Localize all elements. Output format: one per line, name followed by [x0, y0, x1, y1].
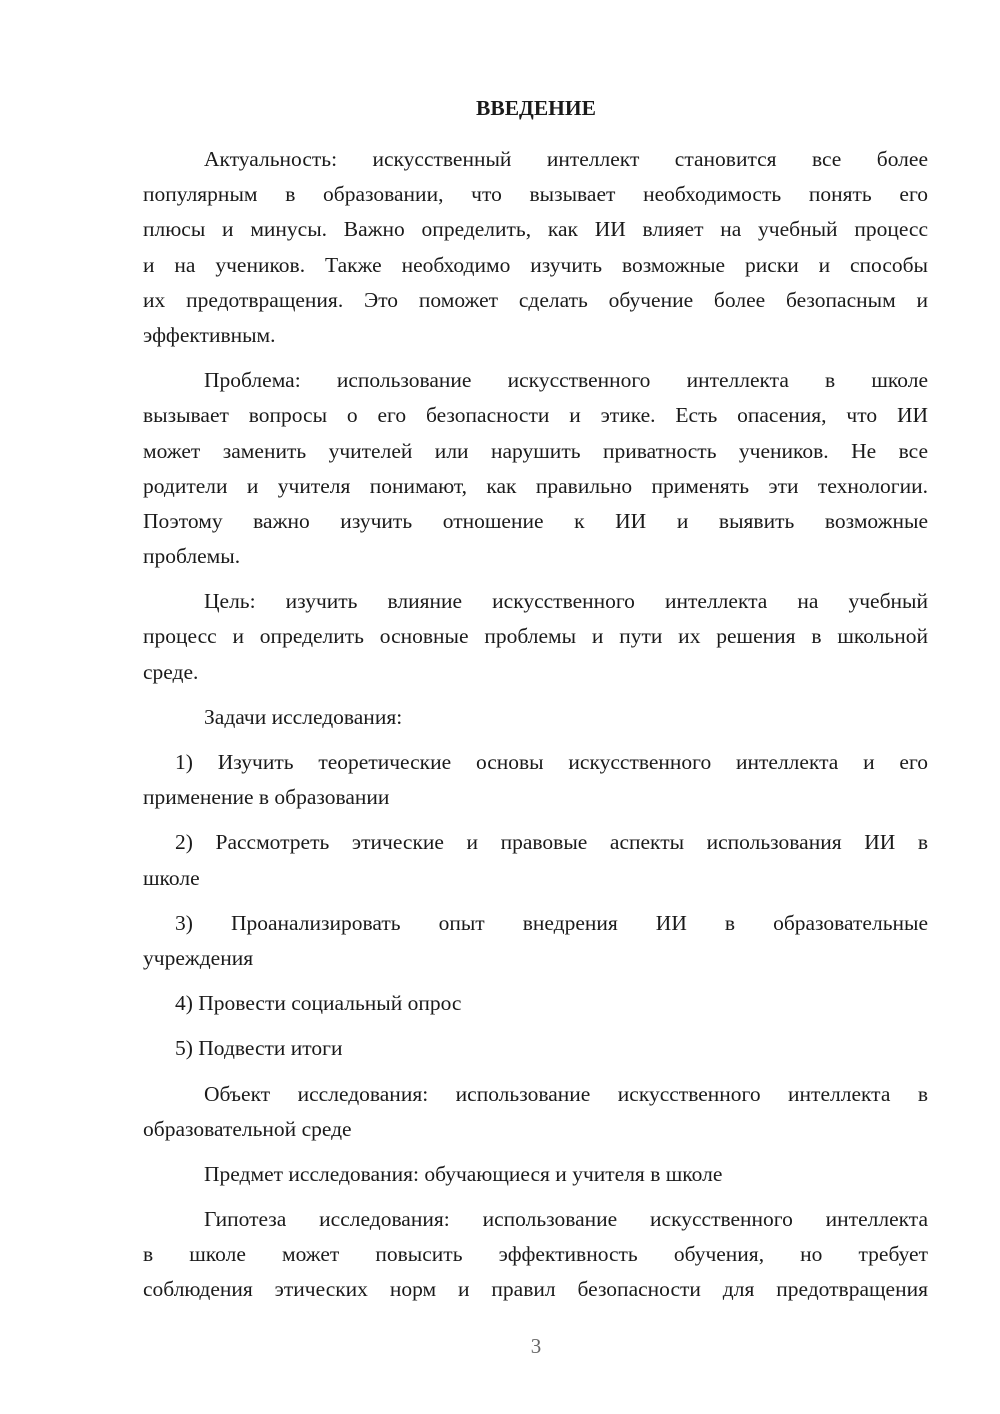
text-line: их предотвращения. Это поможет сделать обучение более безопасным и [143, 287, 928, 312]
text-line: Гипотеза исследования: использование искусственного интеллекта [204, 1207, 928, 1232]
text-line: Поэтому важно изучить отношение к ИИ и выявить возможные [143, 508, 928, 533]
paragraph-subject [143, 1157, 928, 1192]
task-item-3 [143, 906, 928, 976]
text-line: Цель: изучить влияние искусственного интеллекта на учебный [204, 589, 928, 614]
text-line: проблемы. [143, 544, 241, 569]
text-line: в школе может повысить эффективность обучения, но требует [143, 1242, 928, 1267]
text-line: Актуальность: искусственный интеллект становится все более [204, 147, 928, 171]
text-line: среде. [143, 659, 199, 684]
tasks-heading [143, 700, 928, 735]
text-line: 5) Подвести итоги [175, 1036, 343, 1061]
task-item-2 [143, 825, 928, 895]
page-title: ВВЕДЕНИЕ [476, 96, 596, 120]
text-line: эффективным. [143, 322, 276, 347]
paragraph-relevance [143, 142, 928, 353]
text-line: процесс и определить основные проблемы и пути их решения в школьной [143, 624, 928, 649]
paragraph-hypothesis [143, 1202, 928, 1308]
text-line: школе [143, 865, 200, 890]
page-number: 3 [530, 1334, 542, 1358]
text-line: вызывает вопросы о его безопасности и этике. Есть опасения, что ИИ [143, 403, 928, 428]
text-line: Проблема: использование искусственного интеллекта в школе [204, 368, 928, 393]
text-line: соблюдения этических норм и правил безопасности для предотвращения [143, 1277, 928, 1302]
text-line: популярным в образовании, что вызывает необходимость понять его [143, 182, 928, 207]
text-line: может заменить учителей или нарушить приватность учеников. Не все [143, 438, 928, 463]
text-line: 3) Проанализировать опыт внедрения ИИ в образовательные [175, 910, 928, 935]
task-item-1 [143, 745, 928, 815]
text-line: и на учеников. Также необходимо изучить возможные риски и способы [143, 252, 928, 277]
text-line: образовательной среде [143, 1116, 352, 1141]
document-body [143, 142, 928, 1318]
text-line: учреждения [143, 945, 254, 970]
paragraph-problem [143, 363, 928, 574]
text-line: родители и учителя понимают, как правильно применять эти технологии. [143, 473, 928, 498]
text-line: Объект исследования: использование искусственного интеллекта в [204, 1081, 928, 1106]
text-line: применение в образовании [143, 785, 390, 810]
paragraph-object [143, 1077, 928, 1147]
text-line: 1) Изучить теоретические основы искусственного интеллекта и его [175, 750, 928, 774]
text-line: Предмет исследования: обучающиеся и учителя в школе [204, 1161, 723, 1186]
text-line: Задачи исследования: [204, 704, 403, 729]
text-line: 2) Рассмотреть этические и правовые аспекты использования ИИ в [175, 830, 928, 855]
text-line: 4) Провести социальный опрос [175, 991, 462, 1016]
paragraph-goal [143, 584, 928, 690]
text-line: плюсы и минусы. Важно определить, как ИИ влияет на учебный процесс [143, 217, 928, 242]
task-item-4 [143, 986, 928, 1021]
task-item-5 [143, 1031, 928, 1066]
